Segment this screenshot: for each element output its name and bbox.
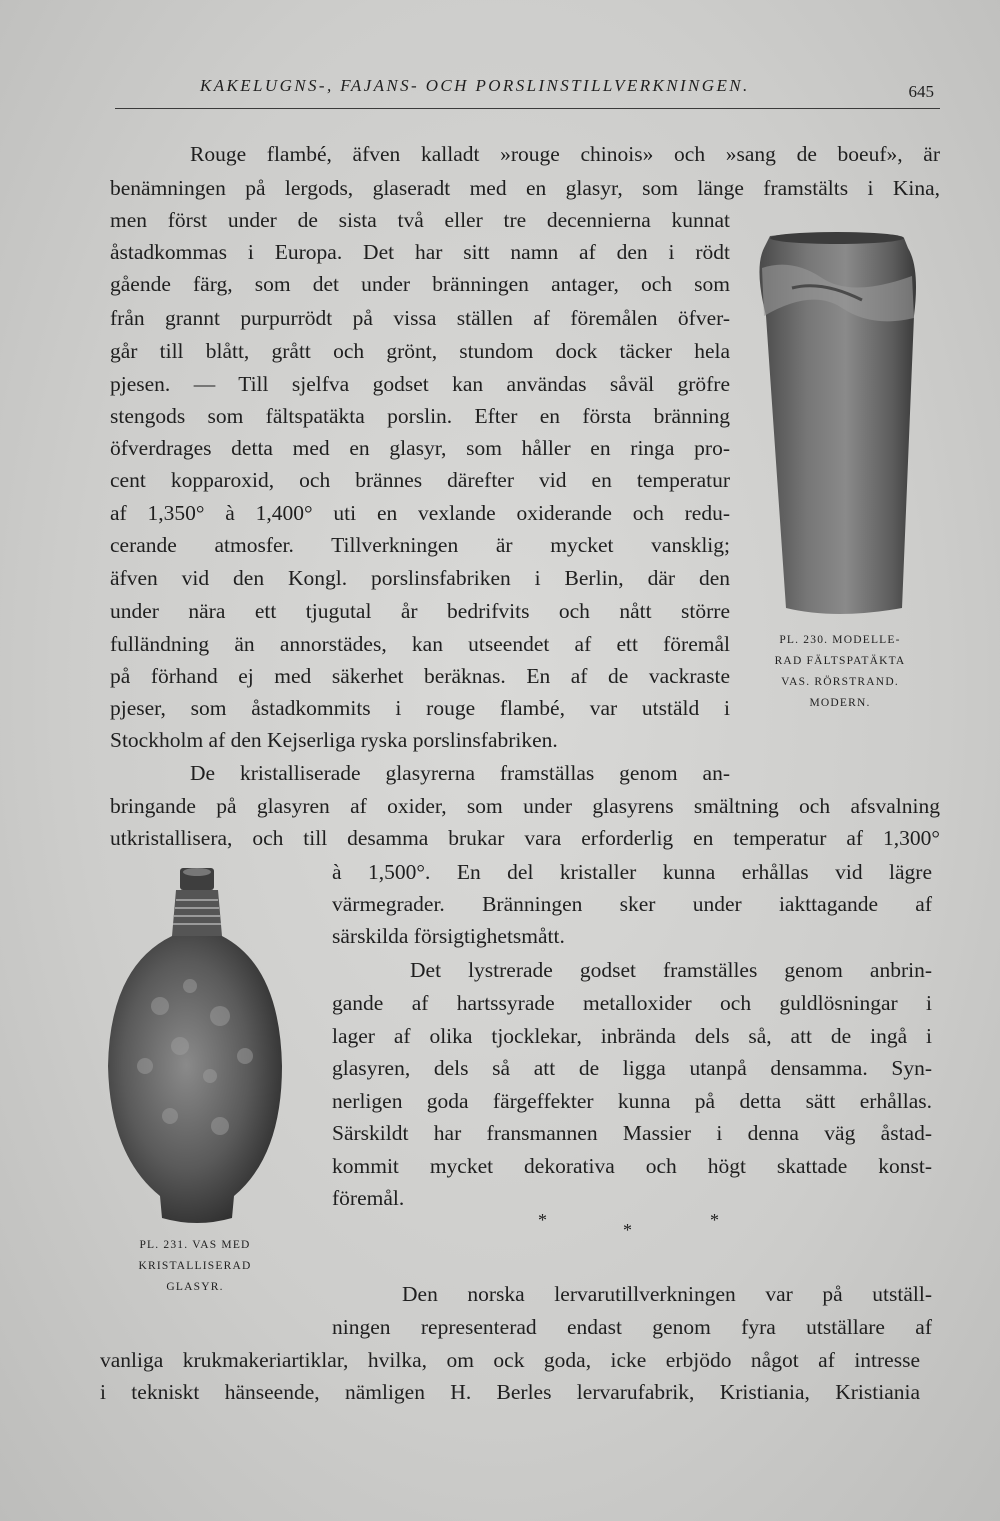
text-line: i tekniskt hänseende, nämligen H. Berles lervarufabrik, Kristiania, Kristiania <box>100 1380 920 1404</box>
text-line: fulländning än annorstädes, kan utseendet af ett föremål <box>110 632 730 656</box>
text-line: De kristalliserade glasyrerna framställas genom an- <box>190 761 730 785</box>
text-line: stengods som fältspatäkta porslin. Efter en första bränning <box>110 404 730 428</box>
text-line: cent kopparoxid, och brännes därefter vid en temperatur <box>110 468 730 492</box>
text-line: under nära ett tjugutal år bedrifvits och nått större <box>110 599 730 623</box>
text-line: glasyren, dels så att de ligga utanpå densamma. Syn- <box>332 1056 932 1080</box>
text-line: på förhand ej med säkerhet beräknas. En af de vackraste <box>110 664 730 688</box>
caption-line: KRISTALLISERAD <box>138 1260 252 1272</box>
running-title: KAKELUGNS-, FAJANS- OCH PORSLINSTILLVERKNINGEN. <box>200 76 750 95</box>
caption-pl-231 <box>105 1235 285 1298</box>
text-line: går till blått, grått och grönt, stundom dock täcker hela <box>110 339 730 363</box>
caption-line: PL. 231. VAS MED <box>139 1239 251 1251</box>
figure-231-vase <box>100 866 290 1230</box>
caption-line: PL. 230. MODELLE- <box>779 634 901 646</box>
text-line: cerande atmosfer. Tillverkningen är mycket vansklig; <box>110 533 730 557</box>
star: * <box>623 1220 632 1240</box>
text-line: äfven vid den Kongl. porslinsfabriken i Berlin, där den <box>110 566 730 590</box>
text-line: gande af hartssyrade metalloxider och guldlösningar i <box>332 991 932 1015</box>
text-line: kommit mycket dekorativa och högt skattade konst- <box>332 1154 932 1178</box>
header-rule <box>115 108 940 109</box>
text-line: gående färg, som det under bränningen antager, och som <box>110 272 730 296</box>
text-line: från grannt purpurrödt på vissa ställen af föremålen öfver- <box>110 306 730 330</box>
text-line: Stockholm af den Kejserliga ryska porslinsfabriken. <box>110 728 558 752</box>
page-number: 645 <box>908 82 934 101</box>
text-line: vanliga krukmakeriartiklar, hvilka, om ock goda, icke erbjödo något af intresse <box>100 1348 920 1372</box>
running-header <box>200 76 940 106</box>
caption-line: GLASYR. <box>166 1281 224 1293</box>
text-line: öfverdrages detta med en glasyr, som håller en ringa pro- <box>110 436 730 460</box>
caption-line: MODERN. <box>809 697 871 709</box>
text-line: särskilda försigtighetsmått. <box>332 924 565 948</box>
text-line: nerligen goda färgeffekter kunna på detta sätt erhållas. <box>332 1089 932 1113</box>
caption-line: RAD FÄLTSPATÄKTA <box>774 655 906 667</box>
text-line: à 1,500°. En del kristaller kunna erhållas vid lägre <box>332 860 932 884</box>
text-line: men först under de sista två eller tre decennierna kunnat <box>110 208 730 232</box>
text-line: föremål. <box>332 1186 405 1210</box>
caption-pl-230 <box>742 630 938 714</box>
text-line: lager af olika tjocklekar, inbrända dels så, att de ingå i <box>332 1024 932 1048</box>
text-line: Den norska lervarutillverkningen var på utställ- <box>402 1282 932 1306</box>
text-line: ningen representerad endast genom fyra utställare af <box>332 1315 932 1339</box>
text-line: benämningen på lergods, glaseradt med en glasyr, som länge framstälts i Kina, <box>110 176 940 200</box>
text-line: åstadkommas i Europa. Det har sitt namn af den i rödt <box>110 240 730 264</box>
text-line: af 1,350° à 1,400° uti en vexlande oxiderande och redu- <box>110 501 730 525</box>
caption-line: VAS. RÖRSTRAND. <box>781 676 899 688</box>
text-line: Särskildt har fransmannen Massier i denna väg åstad- <box>332 1121 932 1145</box>
text-line: Det lystrerade godset framställes genom anbrin- <box>410 958 932 982</box>
text-line: Rouge flambé, äfven kalladt »rouge chinois» och »sang de boeuf», är <box>190 142 940 166</box>
star: * <box>710 1210 719 1230</box>
text-line: pjeser, som åstadkommits i rouge flambé, var utstäld i <box>110 696 730 720</box>
text-line: värmegrader. Bränningen sker under iakttagande af <box>332 892 932 916</box>
star: * <box>538 1210 547 1230</box>
text-line: bringande på glasyren af oxider, som under glasyrens smältning och afsvalning <box>110 794 940 818</box>
text-line: pjesen. — Till sjelfva godset kan användas såväl gröfre <box>110 372 730 396</box>
figure-230-vase <box>752 228 920 636</box>
text-line: utkristallisera, och till desamma brukar vara erforderlig en temperatur af 1,300° <box>110 826 940 850</box>
section-break-stars <box>520 1210 740 1250</box>
